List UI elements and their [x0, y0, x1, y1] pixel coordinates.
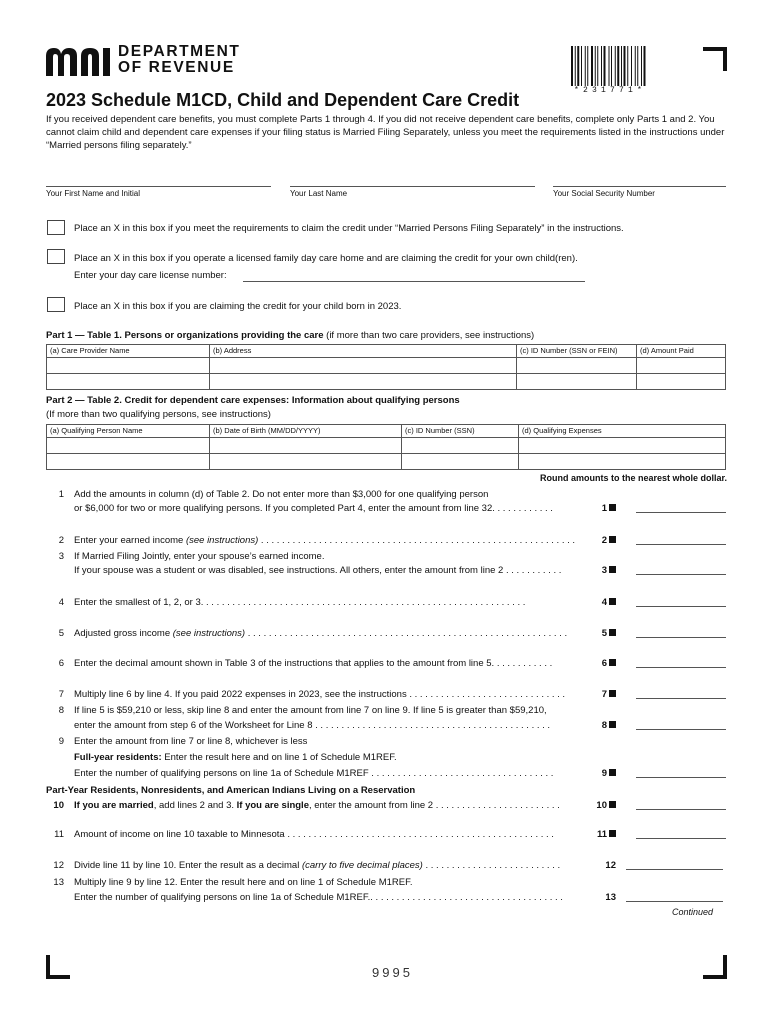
col-address: (b) Address	[210, 345, 517, 358]
line-10-text: If you are married, add lines 2 and 3. If you are single, enter the amount from line 2 . . . . . . . . . . . . . . . . . . . . . . . .	[74, 800, 560, 811]
line-ref: 8	[594, 720, 616, 731]
col-care-provider-name: (a) Care Provider Name	[47, 345, 210, 358]
line-9-text: Enter the amount from line 7 or line 8, whichever is less	[74, 736, 308, 747]
page-number: 9995	[372, 965, 413, 980]
line-11-amount[interactable]	[636, 838, 726, 839]
line-number: 11	[54, 829, 64, 840]
last-name-field[interactable]: Your Last Name	[290, 186, 535, 198]
line-ref: 2	[594, 535, 616, 546]
table-row	[47, 358, 726, 374]
barcode-bar	[624, 46, 626, 86]
license-number-input[interactable]	[243, 281, 585, 282]
barcode-bar	[591, 46, 593, 86]
line-number: 13	[53, 877, 64, 888]
line-8-text-2: enter the amount from step 6 of the Worksheet for Line 8 . . . . . . . . . . . . . . . . . . . . . . . . . . . . . . . . . . . . . . . . . . . . .	[74, 720, 551, 731]
table-row	[47, 438, 726, 454]
qualifying-person-table	[46, 424, 726, 470]
line-ref: 11	[594, 829, 616, 840]
daycare-checkbox-label: Place an X in this box if you operate a licensed family day care home and are claiming the credit for your own child(ren).	[74, 253, 578, 264]
line-ref: 4	[594, 597, 616, 608]
barcode-icon	[571, 46, 684, 86]
barcode-bar	[609, 46, 610, 86]
line-8-text: If line 5 is $59,210 or less, skip line 8 and enter the amount from line 7 on line 9. If line 5 is greater than $59,210,	[74, 705, 547, 716]
line-4-amount[interactable]	[636, 606, 726, 607]
barcode-bar	[621, 46, 622, 86]
line-number: 10	[53, 800, 64, 811]
care-provider-table	[46, 344, 726, 390]
line-5-amount[interactable]	[636, 637, 726, 638]
line-9-text-3: Enter the number of qualifying persons on line 1a of Schedule M1REF . . . . . . . . . . . . . . . . . . . . . . . . . . . . . . . . . . .	[74, 768, 554, 779]
corner-mark-bottom-right	[703, 955, 727, 979]
line-9-amount[interactable]	[636, 777, 726, 778]
line-1-amount[interactable]	[636, 512, 726, 513]
barcode-bar	[637, 46, 638, 86]
barcode-bar	[631, 46, 632, 86]
barcode-number: *231771*	[574, 86, 647, 95]
first-name-field[interactable]: Your First Name and Initial	[46, 186, 271, 198]
line-ref: 9	[594, 768, 616, 779]
col-ssn: (c) ID Number (SSN)	[402, 425, 519, 438]
part1-heading: Part 1 — Table 1. Persons or organizations providing the care (if more than two care providers, see instructions)	[46, 330, 535, 341]
line-2-amount[interactable]	[636, 544, 726, 545]
barcode-bar	[615, 46, 616, 86]
part2-note: (If more than two qualifying persons, see instructions)	[46, 409, 271, 420]
table-row	[47, 374, 726, 390]
barcode-bar	[611, 46, 612, 86]
mfs-checkbox[interactable]	[47, 220, 65, 235]
corner-mark-top-right	[703, 47, 727, 71]
line-number: 7	[58, 689, 64, 700]
col-id-number: (c) ID Number (SSN or FEIN)	[517, 345, 637, 358]
line-ref: 6	[594, 658, 616, 669]
line-11-text: Amount of income on line 10 taxable to Minnesota . . . . . . . . . . . . . . . . . . . . . . . . . . . . . . . . . . . . . . . . . . . . . . . . . . .	[74, 829, 554, 840]
table-row	[47, 454, 726, 470]
barcode-bar	[575, 46, 576, 86]
col-amount-paid: (d) Amount Paid	[637, 345, 726, 358]
line-ref: 10	[594, 800, 616, 811]
col-qualifying-person-name: (a) Qualifying Person Name	[47, 425, 210, 438]
line-ref: 7	[594, 689, 616, 700]
barcode-bar	[597, 46, 598, 86]
line-3-text-2: If your spouse was a student or was disabled, see instructions. All others, enter the amount from line 2 . . . . . . . . . . .	[74, 565, 562, 576]
line-7-amount[interactable]	[636, 698, 726, 699]
line-1-text: Add the amounts in column (d) of Table 2. Do not enter more than $3,000 for one qualifying person	[74, 489, 489, 500]
barcode-bar	[601, 46, 602, 86]
license-label: Enter your day care license number:	[74, 270, 227, 281]
ssn-field[interactable]: Your Social Security Number	[553, 186, 726, 198]
mfs-checkbox-label: Place an X in this box if you meet the requirements to claim the credit under “Married Persons Filing Separately” in the instructions.	[74, 223, 624, 234]
intro-text: If you received dependent care benefits, you must complete Parts 1 through 4. If you did not receive dependent care benefits, complete only Parts 1 and 2. You cannot claim child and dependent care expenses if your filing status is Married Filing Separately, unless you meet the requirements listed in the instructions under “Married persons filing separately.”	[46, 114, 725, 151]
corner-mark-bottom-left	[46, 955, 70, 979]
line-8-amount[interactable]	[636, 729, 726, 730]
department-name: DEPARTMENT OF REVENUE	[118, 43, 241, 76]
line-number: 4	[58, 597, 64, 608]
continued-note: Continued	[672, 907, 714, 917]
barcode-bar	[571, 46, 573, 86]
line-10-amount[interactable]	[636, 809, 726, 810]
line-number: 2	[58, 535, 64, 546]
line-ref: 1	[594, 503, 616, 514]
barcode-bar	[635, 46, 636, 86]
line-3-amount[interactable]	[636, 574, 726, 575]
line-number: 3	[58, 551, 64, 562]
barcode-bar	[627, 46, 628, 86]
barcode-bar	[641, 46, 642, 86]
line-9-text-2: Full-year residents: Enter the result here and on line 1 of Schedule M1REF.	[74, 752, 397, 763]
line-12-amount[interactable]	[626, 869, 723, 870]
line-5-text: Adjusted gross income (see instructions) . . . . . . . . . . . . . . . . . . . . . . . . . . . . . . . . . . . . . . . . . . . . . . . . . . . . . . . . . . . . .	[74, 628, 568, 639]
barcode-bar	[581, 46, 582, 86]
line-number: 9	[58, 736, 64, 747]
part-year-heading: Part-Year Residents, Nonresidents, and American Indians Living on a Reservation	[46, 785, 416, 796]
col-date-of-birth: (b) Date of Birth (MM/DD/YYYY)	[210, 425, 402, 438]
line-13-amount[interactable]	[626, 901, 723, 902]
line-ref: 13	[605, 892, 616, 903]
line-number: 6	[58, 658, 64, 669]
part2-heading: Part 2 — Table 2. Credit for dependent care expenses: Information about qualifying persons	[46, 395, 460, 406]
daycare-checkbox[interactable]	[47, 249, 65, 264]
barcode-bar	[585, 46, 586, 86]
line-13-text: Multiply line 9 by line 12. Enter the result here and on line 1 of Schedule M1REF.	[74, 877, 413, 888]
barcode-bar	[587, 46, 588, 86]
line-number: 8	[58, 705, 64, 716]
line-12-text: Divide line 11 by line 10. Enter the result as a decimal (carry to five decimal places) . . . . . . . . . . . . . . . . . . . . . . . . . .	[74, 860, 561, 871]
line-6-amount[interactable]	[636, 667, 726, 668]
barcode-bar	[604, 46, 606, 86]
born-2023-checkbox[interactable]	[47, 297, 65, 312]
line-3-text: If Married Filing Jointly, enter your spouse’s earned income.	[74, 551, 325, 562]
line-number: 12	[53, 860, 64, 871]
barcode-bar	[595, 46, 596, 86]
line-7-text: Multiply line 6 by line 4. If you paid 2022 expenses in 2023, see the instructions . . . . . . . . . . . . . . . . . . . . . . . . . . . . . .	[74, 689, 566, 700]
mn-logo-icon	[46, 46, 110, 76]
line-ref: 12	[605, 860, 616, 871]
col-qualifying-expenses: (d) Qualifying Expenses	[519, 425, 726, 438]
line-number: 1	[58, 489, 64, 500]
line-ref: 5	[594, 628, 616, 639]
line-6-text: Enter the decimal amount shown in Table 3 of the instructions that applies to the amount from line 5. . . . . . . . . . . .	[74, 658, 553, 669]
round-note: Round amounts to the nearest whole dollar.	[540, 473, 728, 483]
line-13-text-2: Enter the number of qualifying persons on line 1a of Schedule M1REF.. . . . . . . . . . . . . . . . . . . . . . . . . . . . . . . . . . . . .	[74, 892, 563, 903]
barcode-bar	[617, 46, 619, 86]
line-number: 5	[58, 628, 64, 639]
line-2-text: Enter your earned income (see instructions) . . . . . . . . . . . . . . . . . . . . . . . . . . . . . . . . . . . . . . . . . . . . . . . . . . . . . . . . . . . .	[74, 535, 576, 546]
line-1-text-2: or $6,000 for two or more qualifying persons. If you completed Part 4, enter the amount from line 32. . . . . . . . . . . .	[74, 503, 553, 514]
barcode-bar	[644, 46, 646, 86]
line-4-text: Enter the smallest of 1, 2, or 3. . . . . . . . . . . . . . . . . . . . . . . . . . . . . . . . . . . . . . . . . . . . . . . . . . . . . . . . . . . . . .	[74, 597, 526, 608]
form-title: 2023 Schedule M1CD, Child and Dependent Care Credit	[46, 90, 520, 110]
barcode-bar	[577, 46, 579, 86]
born-2023-checkbox-label: Place an X in this box if you are claiming the credit for your child born in 2023.	[74, 301, 402, 312]
line-ref: 3	[594, 565, 616, 576]
